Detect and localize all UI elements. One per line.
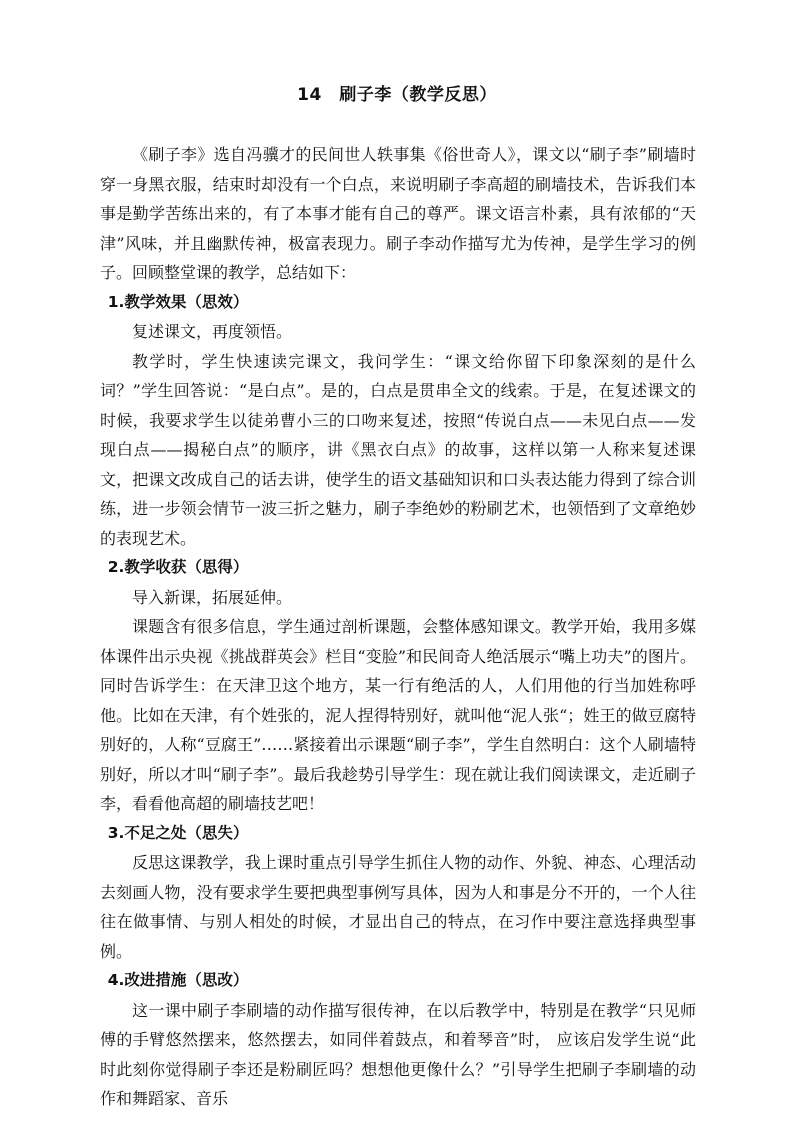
page-title: 14 刷子李（教学反思） bbox=[297, 85, 497, 105]
section-heading-shortcomings: 3.不足之处（思失） bbox=[107, 823, 249, 842]
paragraph: 导入新课，拓展延伸。 bbox=[132, 587, 293, 607]
paragraph: 这一课中刷子李刷墙的动作描写很传神，在以后教学中，特别是在教学“只见师傅的手臂悠然摆来，悠然摆去，如同伴着鼓点，和着琴音”时， 应该启发学生说“此时此刻你觉得刷子李还是粉刷匠吗？想想他更像什么？”引导学生把刷子李刷墙的动作和舞蹈家、音乐 bbox=[100, 1000, 696, 1108]
paragraph: 反思这课教学，我上课时重点引导学生抓住人物的动作、外貌、神态、心理活动去刻画人物，没有要求学生要把典型事例写具体，因为人和事是分不开的，一个人往往在做事情、与别人相处的时候，才显出自己的特点，在习作中要注意选择典型事例。 bbox=[100, 853, 696, 961]
document-body bbox=[100, 140, 696, 1114]
paragraph: 教学时，学生快速读完课文，我问学生：“课文给你留下印象深刻的是什么词？”学生回答说：“是白点”。是的，白点是贯串全文的线索。于是，在复述课文的时候，我要求学生以徒弟曹小三的口吻来复述，按照“传说白点——未见白点——发现白点——揭秘白点”的顺序，讲《黑衣白点》的故事，这样以第一人称来复述课文，把课文改成自己的话去讲，使学生的语文基础知识和口头表达能力得到了综合训练，进一步领会情节一波三折之魅力，刷子李绝妙的粉刷艺术，也领悟到了文章绝妙的表现艺术。 bbox=[100, 351, 696, 548]
paragraph: 复述课文，再度领悟。 bbox=[132, 322, 293, 341]
section-heading-teaching-gains: 2.教学收获（思得） bbox=[107, 558, 249, 576]
paragraph: 课题含有很多信息，学生通过剖析课题，会整体感知课文。教学开始，我用多媒体课件出示央视《挑战群英会》栏目“变脸”和民间奇人绝活展示“嘴上功夫”的图片。同时告诉学生：在天津卫这个地方，某一行有绝活的人，人们用他的行当加姓称呼他。比如在天津，有个姓张的，泥人捏得特别好，就叫他“泥人张“；姓王的做豆腐特别好的，人称“豆腐王”……紧接着出示课题“刷子李”，学生自然明白：这个人刷墙特别好，所以才叫“刷子李”。最后我趁势引导学生：现在就让我们阅读课文，走近刷子李，看看他高超的刷墙技艺吧！ bbox=[100, 617, 696, 813]
section-heading-improvements: 4.改进措施（思改） bbox=[107, 971, 249, 989]
section-heading-teaching-effect: 1.教学效果（思效） bbox=[107, 292, 249, 311]
intro-paragraph: 《刷子李》选自冯骥才的民间世人轶事集《俗世奇人》，课文以“刷子李”刷墙时穿一身黑衣服，结束时却没有一个白点，来说明刷子李高超的刷墙技术，告诉我们本事是勤学苦练出来的，有了本事才能有自己的尊严。课文语言朴素，具有浓郁的“天津”风味，并且幽默传神，极富表现力。刷子李动作描写尤为传神，是学生学习的例子。回顾整堂课的教学，总结如下： bbox=[100, 145, 696, 282]
